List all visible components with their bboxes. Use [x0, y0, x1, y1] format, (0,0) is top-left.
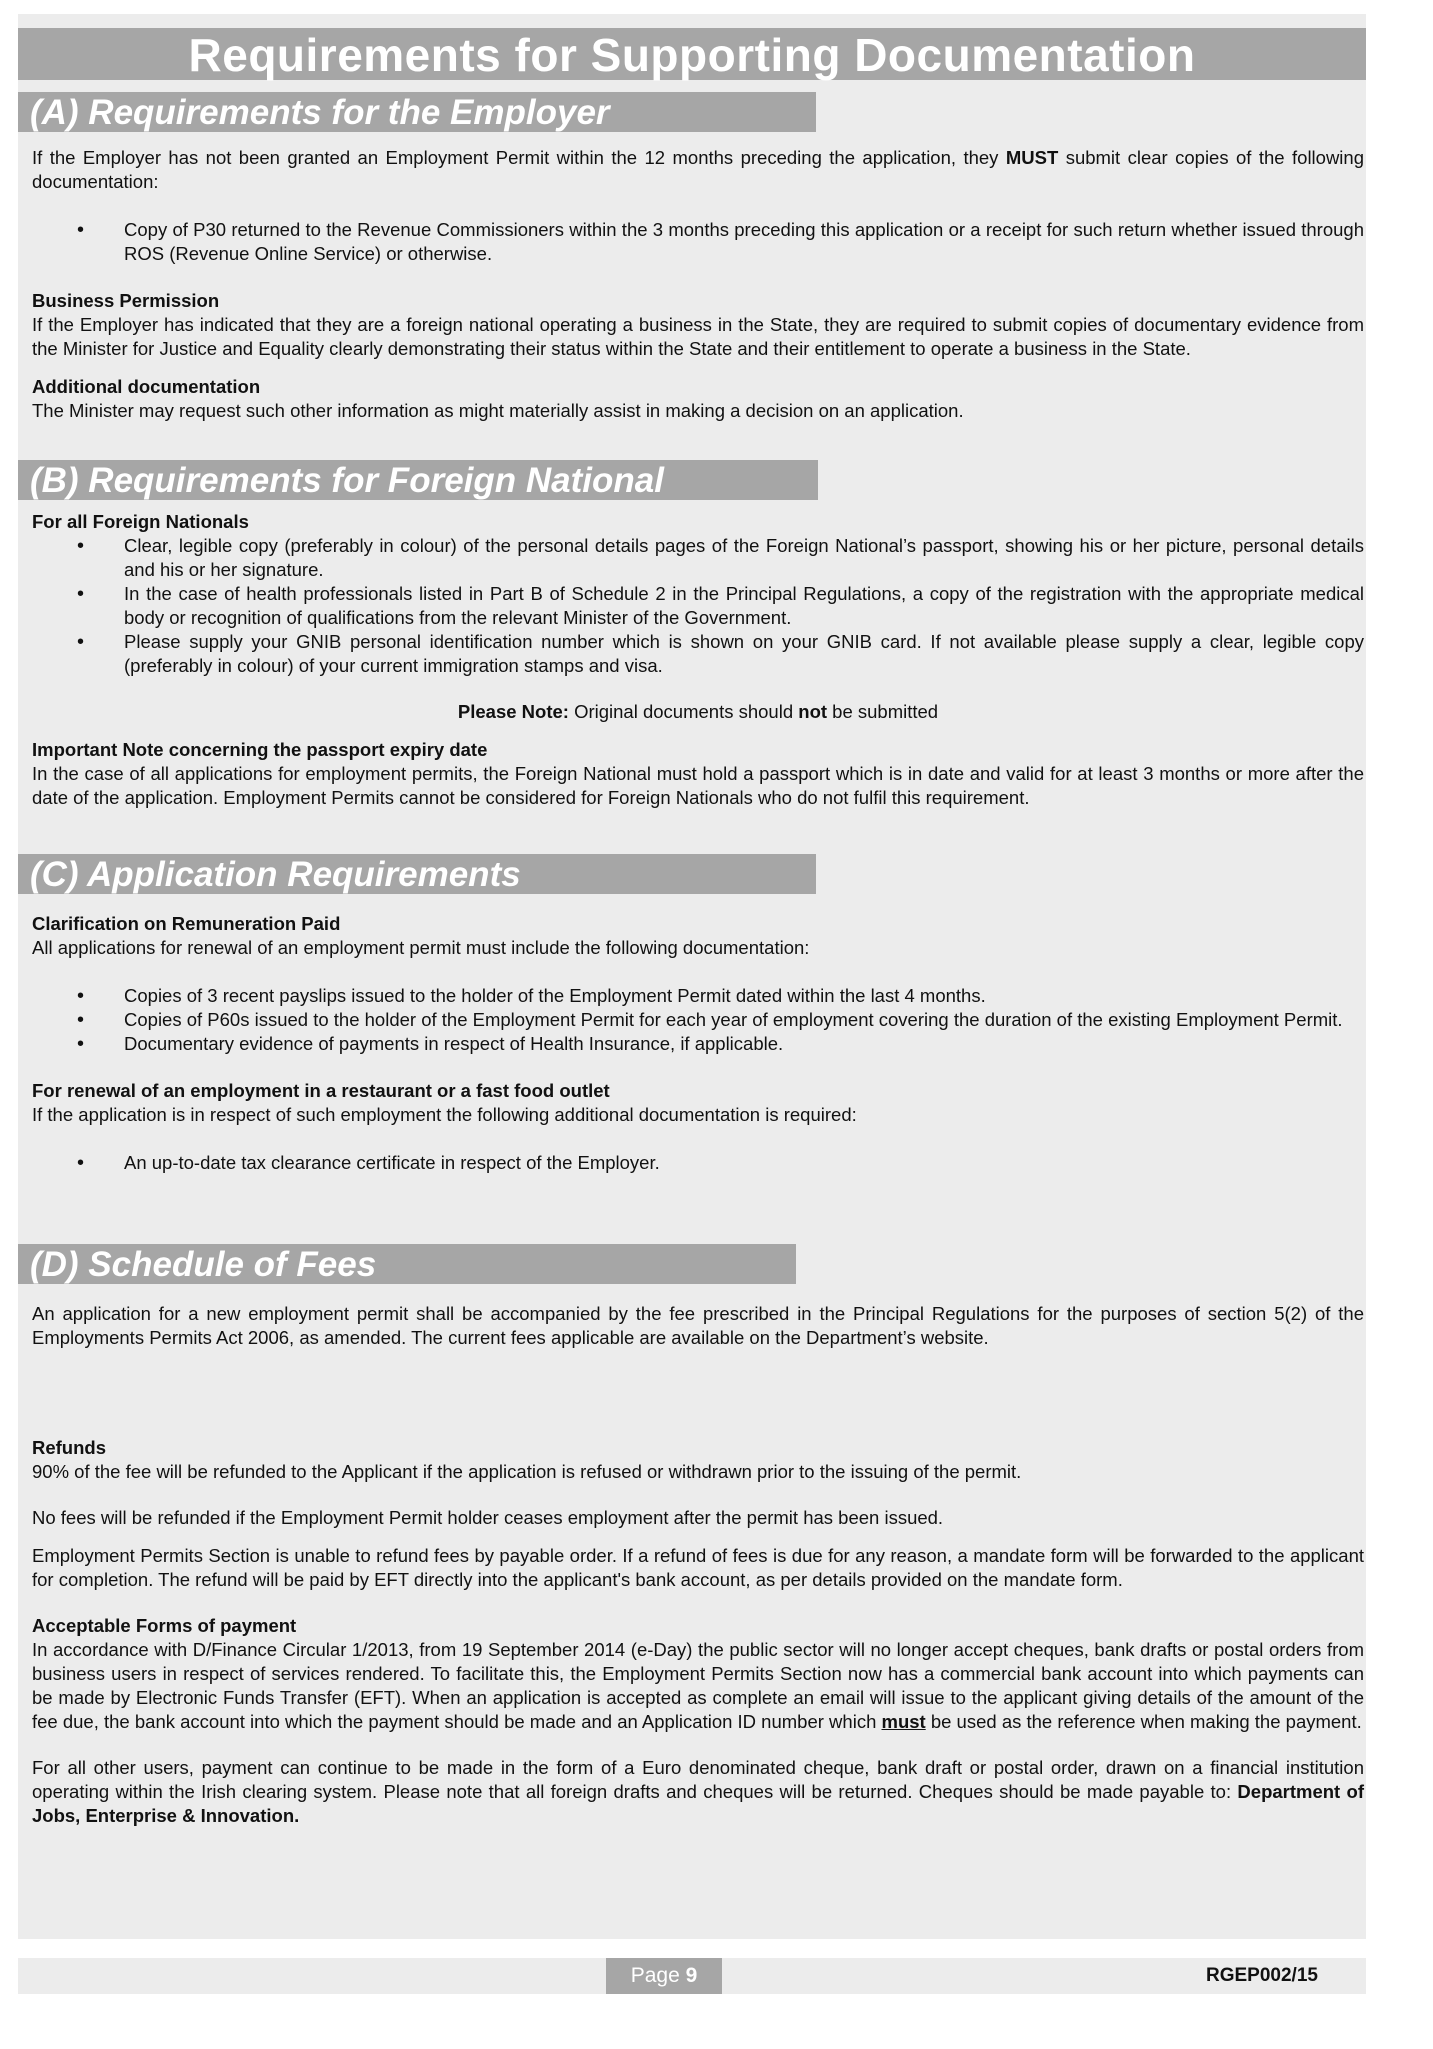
section-d-content — [32, 1302, 1364, 1828]
intro-text: If the Employer has not been granted an Employment Permit within the 12 months preceding the application, they — [32, 147, 1006, 168]
refunds-heading: Refunds — [32, 1437, 106, 1458]
restaurant-bullets — [32, 1151, 1364, 1175]
passport-note-heading: Important Note concerning the passport expiry date — [32, 739, 488, 760]
list-item: • Copies of 3 recent payslips issued to the holder of the Employment Permit dated within the last 4 months. — [32, 984, 1364, 1008]
list-item: • Please supply your GNIB personal identification number which is shown on your GNIB card. If not available please supply a clear, legible copy (preferably in colour) of your current immigration stamps and visa. — [32, 630, 1364, 678]
note-text-end: be submitted — [827, 701, 939, 722]
payment-text-body: In accordance with D/Finance Circular 1/2013, from 19 September 2014 (e-Day) the public sector will no longer accept cheques, bank drafts or postal orders from business users in respect of services rendered. To facilitate this, the Employment Permits Section now has a commercial bank account into which payments can be made by Electronic Funds Transfer (EFT). When an application is accepted as complete an email will issue to the applicant giving details of the amount of the fee due, the bank account into which the payment should be made and an Application ID number which — [32, 1639, 1364, 1732]
remuneration-heading: Clarification on Remuneration Paid — [32, 913, 341, 934]
page-label: Page — [630, 1964, 680, 1987]
refunds-text-2: No fees will be refunded if the Employment Permit holder ceases employment after the permit has been issued. — [32, 1507, 944, 1528]
additional-doc-heading: Additional documentation — [32, 376, 261, 397]
section-b-bullets — [32, 534, 1364, 678]
payment-must-emphasis: must — [881, 1711, 926, 1732]
refunds-text-3: Employment Permits Section is unable to refund fees by payable order. If a refund of fees is due for any reason, a mandate form will be forwarded to the applicant for completion. The refund will be paid by EFT directly into the applicant's bank account, as per details provided on the mandate form. — [32, 1545, 1364, 1590]
list-item: • An up-to-date tax clearance certificate in respect of the Employer. — [32, 1151, 1364, 1175]
section-c-bullets — [32, 984, 1364, 1056]
list-item: • Copy of P30 returned to the Revenue Commissioners within the 3 months preceding this application or a receipt for such return whether issued through ROS (Revenue Online Service) or otherwise. — [32, 218, 1364, 266]
intro-text-end: submit clear copies of the following documentation: — [32, 147, 1364, 192]
business-permission-text: If the Employer has indicated that they are a foreign national operating a business in the State, they are required to submit copies of documentary evidence from the Minister for Justice and Equality clearly demonstrating their status within the State and their entitlement to operate a business in the State. — [32, 314, 1364, 359]
section-a-heading: (A) Requirements for the Employer — [18, 92, 816, 132]
payment-text — [32, 1638, 1364, 1734]
restaurant-text: If the application is in respect of such employment the following additional documentation is required: — [32, 1104, 857, 1125]
note-text: Original documents should — [568, 701, 799, 722]
payment-heading: Acceptable Forms of payment — [32, 1615, 297, 1636]
intro-emphasis: MUST — [1005, 147, 1059, 168]
list-item: • Clear, legible copy (preferably in colour) of the personal details pages of the Foreign National’s passport, showing his or her picture, personal details and his or her signature. — [32, 534, 1364, 582]
restaurant-heading: For renewal of an employment in a restaurant or a fast food outlet — [32, 1080, 610, 1101]
passport-note-text: In the case of all applications for employment permits, the Foreign National must hold a passport which is in date and valid for at least 3 months or more after the date of the application. Employment Permits cannot be considered for Foreign Nationals who do not fulfil this requirement. — [32, 763, 1364, 808]
section-c-heading: (C) Application Requirements — [18, 854, 816, 894]
remuneration-text: All applications for renewal of an employment permit must include the following documentation: — [32, 937, 810, 958]
section-b-content — [32, 510, 1364, 810]
note-emphasis: not — [798, 701, 828, 722]
list-item: • In the case of health professionals listed in Part B of Schedule 2 in the Principal Regulations, a copy of the registration with the appropriate medical body or recognition of qualifications from the relevant Minister of the Government. — [32, 582, 1364, 630]
list-item: • Documentary evidence of payments in respect of Health Insurance, if applicable. — [32, 1032, 1364, 1056]
document-page — [18, 14, 1366, 1939]
list-item: • Copies of P60s issued to the holder of the Employment Permit for each year of employment covering the duration of the existing Employment Permit. — [32, 1008, 1364, 1032]
other-users-text — [32, 1756, 1364, 1828]
fees-intro: An application for a new employment permit shall be accompanied by the fee prescribed in the Principal Regulations for the purposes of section 5(2) of the Employments Permits Act 2006, as amended. The current fees applicable are available on the Department’s website. — [32, 1303, 1364, 1348]
page-number-box — [606, 1958, 722, 1994]
payee-name: Department of Jobs, Enterprise & Innovation. — [32, 1781, 1364, 1826]
page-number: 9 — [685, 1964, 698, 1987]
document-code: RGEP002/15 — [1206, 1965, 1318, 1986]
section-a-intro — [32, 146, 1364, 194]
payment-text-end: be used as the reference when making the payment. — [925, 1711, 1362, 1732]
please-note — [32, 700, 1364, 724]
section-a-content — [32, 146, 1364, 423]
business-permission-heading: Business Permission — [32, 290, 220, 311]
other-users-body: For all other users, payment can continue to be made in the form of a Euro denominated cheque, bank draft or postal order, drawn on a financial institution operating within the Irish clearing system. Please note that all foreign drafts and cheques will be returned. Cheques should be made payable to: — [32, 1757, 1364, 1802]
section-d-heading: (D) Schedule of Fees — [18, 1244, 796, 1284]
section-b-heading: (B) Requirements for Foreign National — [18, 460, 818, 500]
section-c-content — [32, 912, 1364, 1175]
page-title: Requirements for Supporting Documentation — [18, 28, 1366, 80]
refunds-text-1: 90% of the fee will be refunded to the Applicant if the application is refused or withdrawn prior to the issuing of the permit. — [32, 1461, 1022, 1482]
additional-doc-text: The Minister may request such other information as might materially assist in making a decision on an application. — [32, 400, 964, 421]
page-footer — [18, 1958, 1366, 1994]
note-label: Please Note: — [457, 701, 569, 722]
all-foreign-nationals-heading: For all Foreign Nationals — [32, 511, 249, 532]
section-a-bullets — [32, 218, 1364, 266]
